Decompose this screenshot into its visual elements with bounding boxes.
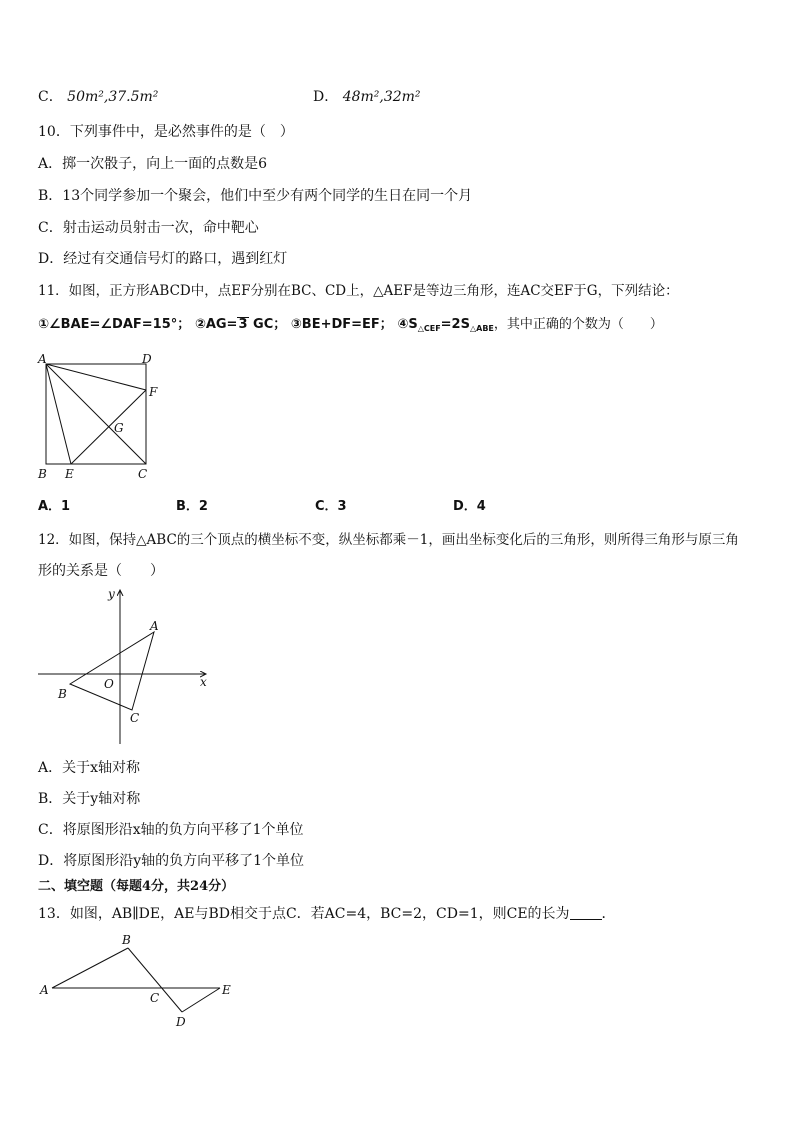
q9-option-d-value: 48m²,32m² (342, 89, 421, 105)
q13-figure (34, 930, 244, 1030)
label-a: A (150, 619, 159, 633)
segment-af (46, 364, 146, 390)
label-y: y (108, 587, 115, 601)
segment-de (182, 988, 220, 1012)
q12-option-a: A．关于x轴对称 (38, 760, 141, 776)
answer-blank[interactable] (570, 907, 602, 920)
segment-ac (46, 364, 146, 464)
label-e: E (222, 983, 231, 997)
label-f: F (149, 385, 158, 399)
label-b: B (58, 687, 67, 701)
q9-option-c-label: C． (38, 89, 63, 105)
q11-conclusion-1: ①∠BAE=∠DAF=15°； (38, 317, 191, 332)
q12-stem-line2: 形的关系是（ ） (38, 563, 164, 579)
label-a: A (38, 352, 47, 366)
q11-option-c: C．3 (315, 499, 347, 514)
label-a: A (40, 983, 49, 997)
label-b: B (38, 467, 47, 481)
label-x: x (200, 675, 207, 689)
label-e: E (65, 467, 74, 481)
q10-option-b: B．13个同学参加一个聚会，他们中至少有两个同学的生日在同一个月 (38, 188, 473, 204)
triangle-abc (70, 632, 154, 710)
q13-stem-text: 13．如图，AB∥DE，AE与BD相交于点C．若AC=4，BC=2，CD=1，则CE的长为 (38, 906, 570, 922)
q10-stem: 10．下列事件中，是必然事件的是（ ） (38, 124, 294, 140)
section-2-heading: 二、填空题（每题4分，共24分） (38, 879, 235, 894)
label-c: C (150, 991, 160, 1005)
label-b: B (122, 933, 131, 947)
q12-stem-line1: 12．如图，保持△ABC的三个顶点的横坐标不变，纵坐标都乘－1，画出坐标变化后的三角形，则所得三角形与原三角 (38, 532, 739, 548)
q12-coordinate-figure (34, 584, 224, 749)
q9-option-c-value: 50m²,37.5m² (67, 89, 159, 105)
segment-ab (52, 948, 128, 988)
q9-option-d (313, 88, 421, 106)
q11-conclusion-3: ③BE+DF=EF； (290, 317, 393, 332)
q11-conclusions (38, 316, 663, 334)
q13-stem: 13．如图，AB∥DE，AE与BD相交于点C．若AC=4，BC=2，CD=1，则CE的长为 ． (38, 906, 616, 922)
q10-option-c: C．射击运动员射击一次，命中靶心 (38, 220, 259, 236)
q11-option-b: B．2 (176, 499, 208, 514)
label-d: D (142, 352, 152, 366)
label-o: O (104, 677, 114, 691)
q10-option-d: D．经过有交通信号灯的路口，遇到红灯 (38, 251, 288, 267)
q11-stem: 11．如图，正方形ABCD中，点EF分别在BC、CD上，△AEF是等边三角形，连AC交EF于G，下列结论： (38, 283, 679, 299)
label-c: C (138, 467, 148, 481)
sqrt-symbol: 3 (238, 317, 248, 332)
label-c: C (130, 711, 140, 725)
label-g: G (114, 421, 124, 435)
q12-option-c: C．将原图形沿x轴的负方向平移了1个单位 (38, 822, 304, 838)
q9-option-c (38, 88, 158, 106)
q11-conclusion-2: ②AG=3 GC； (194, 317, 287, 332)
q11-option-d: D．4 (453, 499, 486, 514)
q12-option-d: D．将原图形沿y轴的负方向平移了1个单位 (38, 853, 305, 869)
q9-option-d-label: D． (313, 89, 339, 105)
segment-ae (46, 364, 71, 464)
q11-square-figure (34, 350, 164, 485)
q11-option-a: A．1 (38, 499, 71, 514)
q10-option-a: A．掷一次骰子，向上一面的点数是6 (38, 156, 268, 172)
q11-conclusion-4: $④S_{\triangle CEF}=2S_{\triangle ABE}$，其中正确的个数为（ ） (397, 317, 663, 333)
q12-option-b: B．关于y轴对称 (38, 791, 141, 807)
label-d: D (176, 1015, 186, 1029)
